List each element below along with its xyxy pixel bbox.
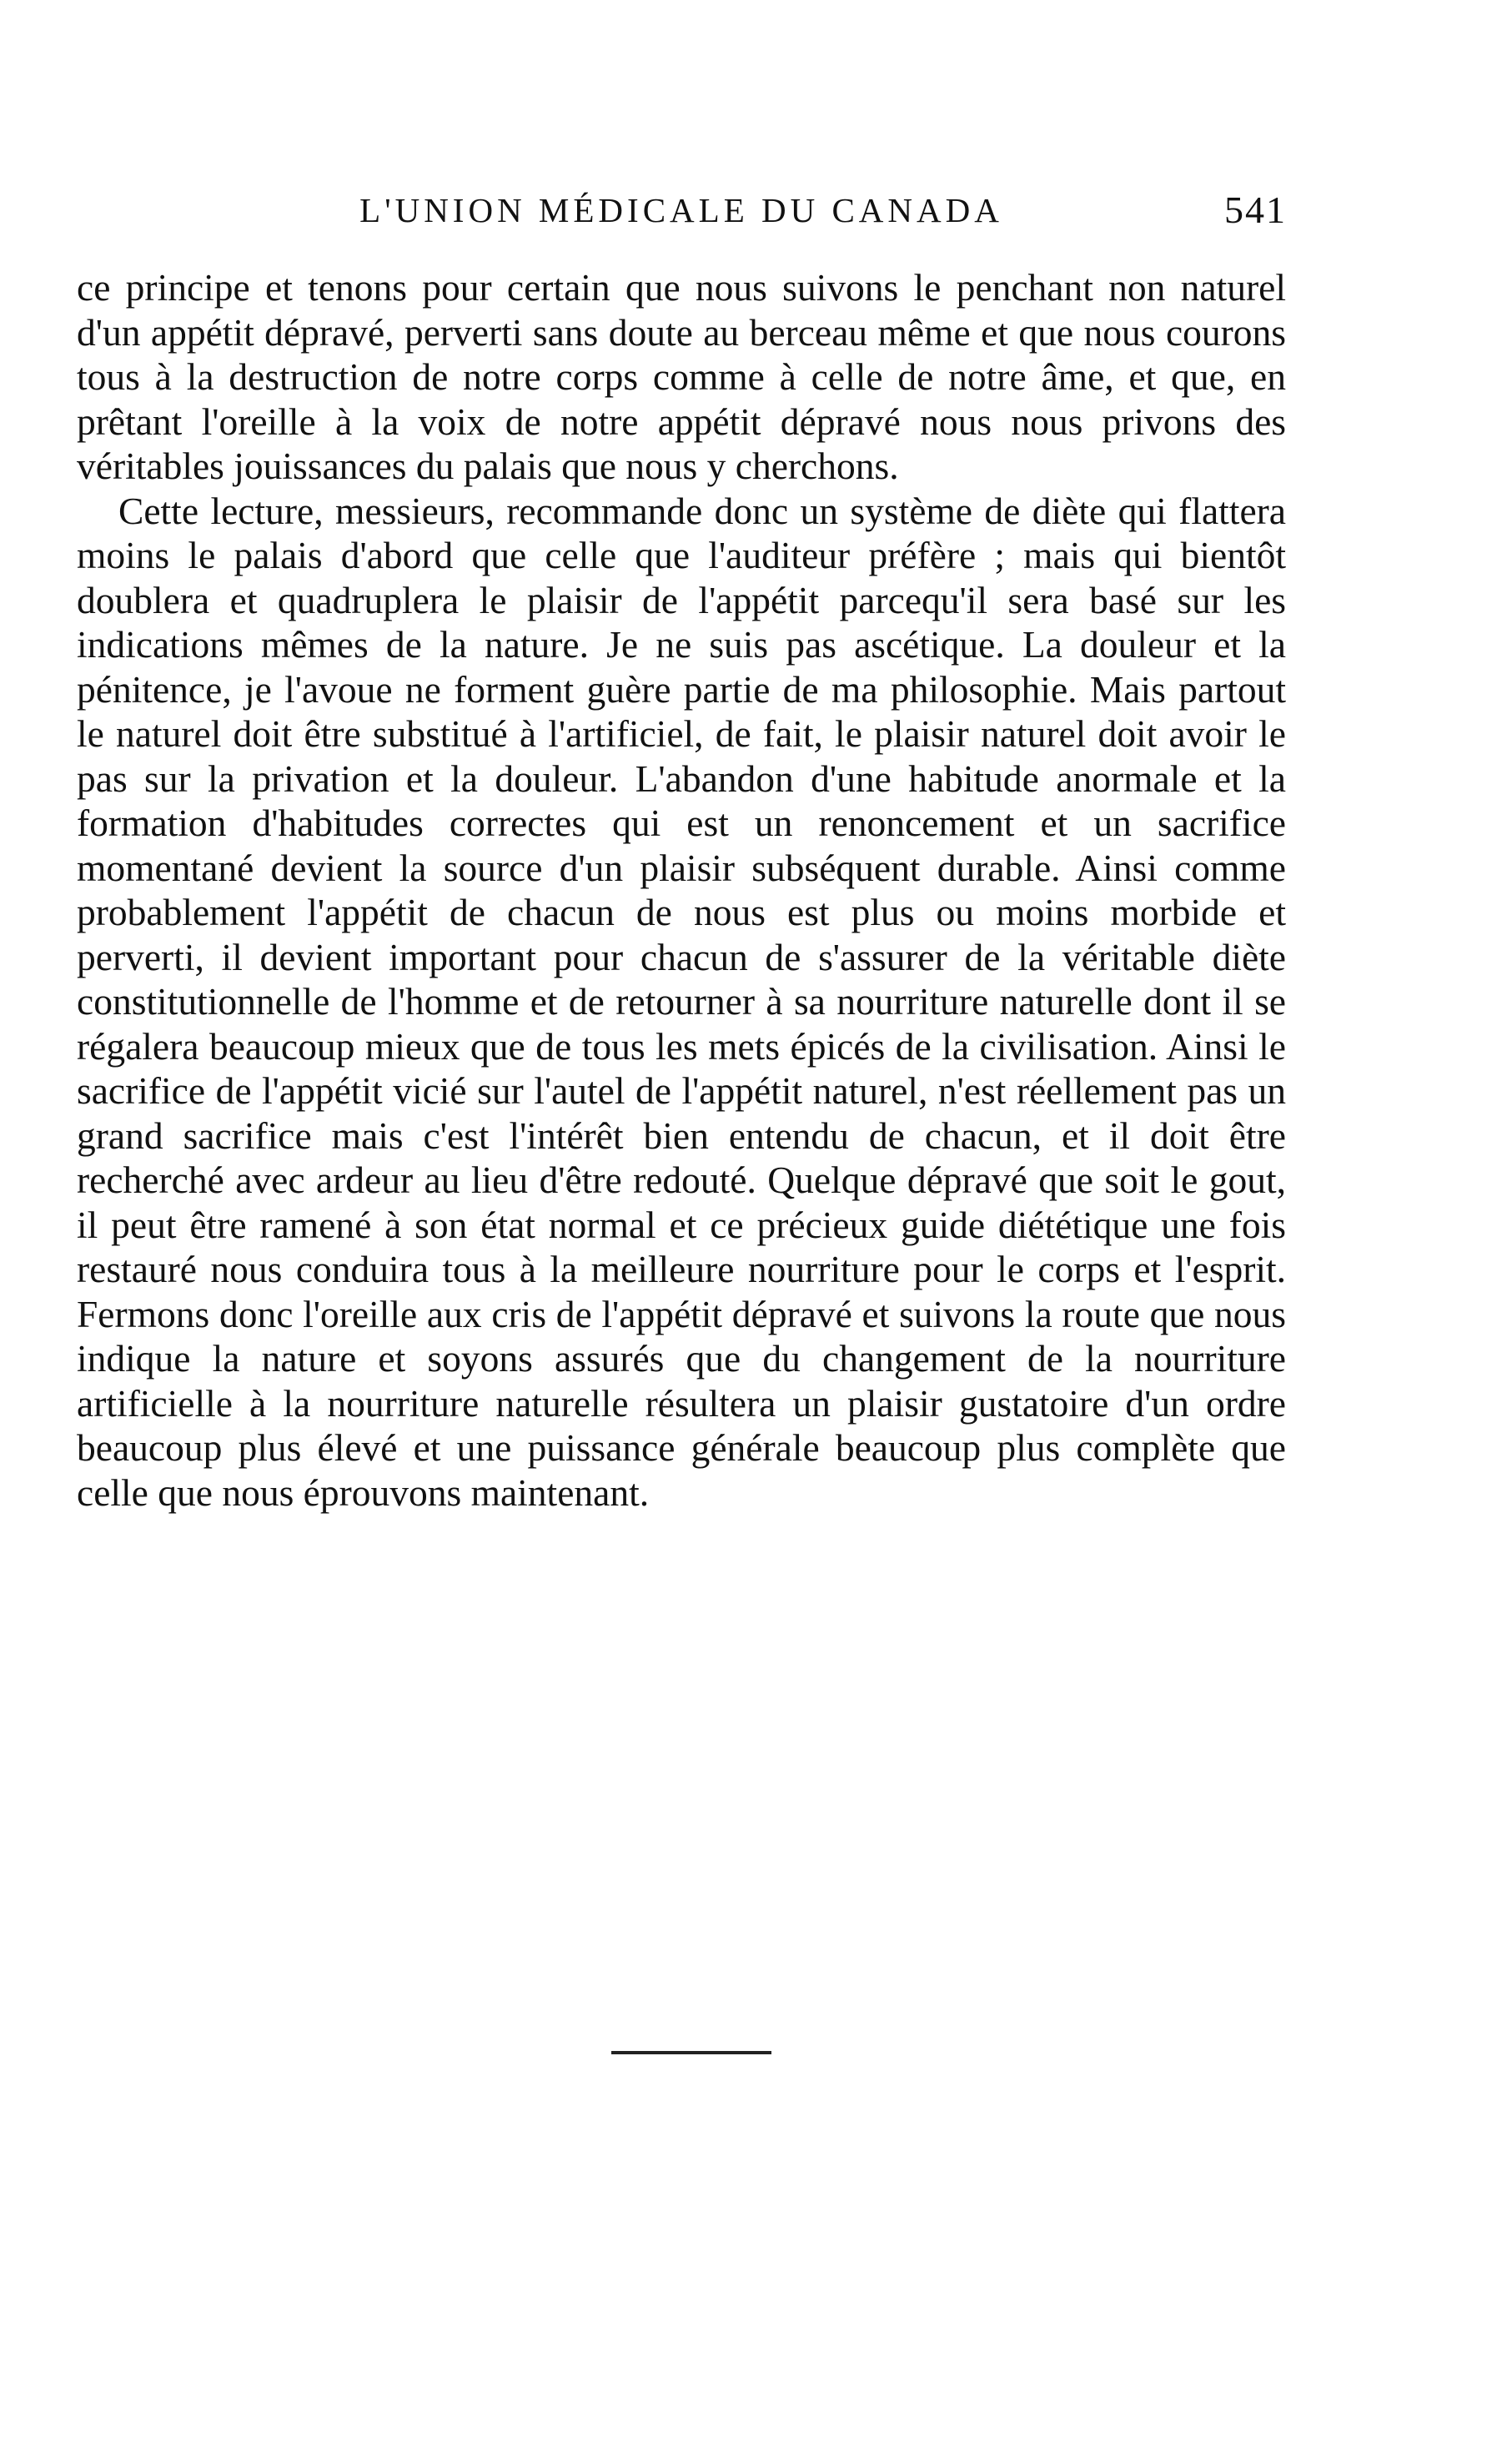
journal-title: L'UNION MÉDICALE DU CANADA (359, 191, 1003, 229)
page-number: 541 (1224, 188, 1287, 231)
paragraph-cette-lecture: Cette lecture, messieurs, recommande donc un système de diète qui flattera moins le palais d'abord que celle que l'auditeur préfère ; mais qui bientôt doublera et quadruplera le plaisir de l'appétit parcequ'il sera basé sur les indications mêmes de la nature. Je ne suis pas ascétique. La douleur et la pénitence, je l'avoue ne forment guère partie de ma philosophie. Mais partout le naturel doit être substitué à l'artificiel, de fait, le plaisir naturel doit avoir le pas sur la privation et la douleur. L'abandon d'une habitude anormale et la formation d'habitudes correctes qui est un renoncement et un sacrifice momentané devient la source d'un plaisir subséquent durable. Ainsi comme probablement l'appétit de chacun de nous est plus ou moins morbide et perverti, il devient important pour chacun de s'assurer de la véritable diète constitutionnelle de l'homme et de retourner à sa nourriture naturelle dont il se régalera beaucoup mieux que de tous les mets épicés de la civilisation. Ainsi le sacrifice de l'appétit vicié sur l'autel de l'appétit naturel, n'est réellement pas un grand sacrifice mais c'est l'intérêt bien entendu de chacun, et il doit être recherché avec ardeur au lieu d'être redouté. Quelque dépravé que soit le gout, il peut être ramené à son état normal et ce précieux guide diététique une fois restauré nous conduira tous à la meilleure nourriture pour le corps et l'esprit. Fermons donc l'oreille aux cris de l'appétit dépravé et suivons la route que nous indique la nature et soyons assurés que du changement de la nourriture artificielle à la nourriture naturelle résultera un plaisir gustatoire d'un ordre beaucoup plus élevé et une puissance générale beaucoup plus complète que celle que nous éprouvons maintenant. (77, 489, 1286, 1514)
running-header (77, 188, 1286, 239)
closing-rule (611, 2051, 771, 2054)
body-text (77, 265, 1286, 1515)
paragraph-continuation: ce principe et tenons pour certain que nous suivons le penchant non naturel d'un appétit dépravé, perverti sans doute au berceau même et que nous courons tous à la destruction de notre corps comme à celle de notre âme, et que, en prêtant l'oreille à la voix de notre appétit dépravé nous nous privons des véritables jouissances du palais que nous y cherchons. (77, 266, 1286, 487)
